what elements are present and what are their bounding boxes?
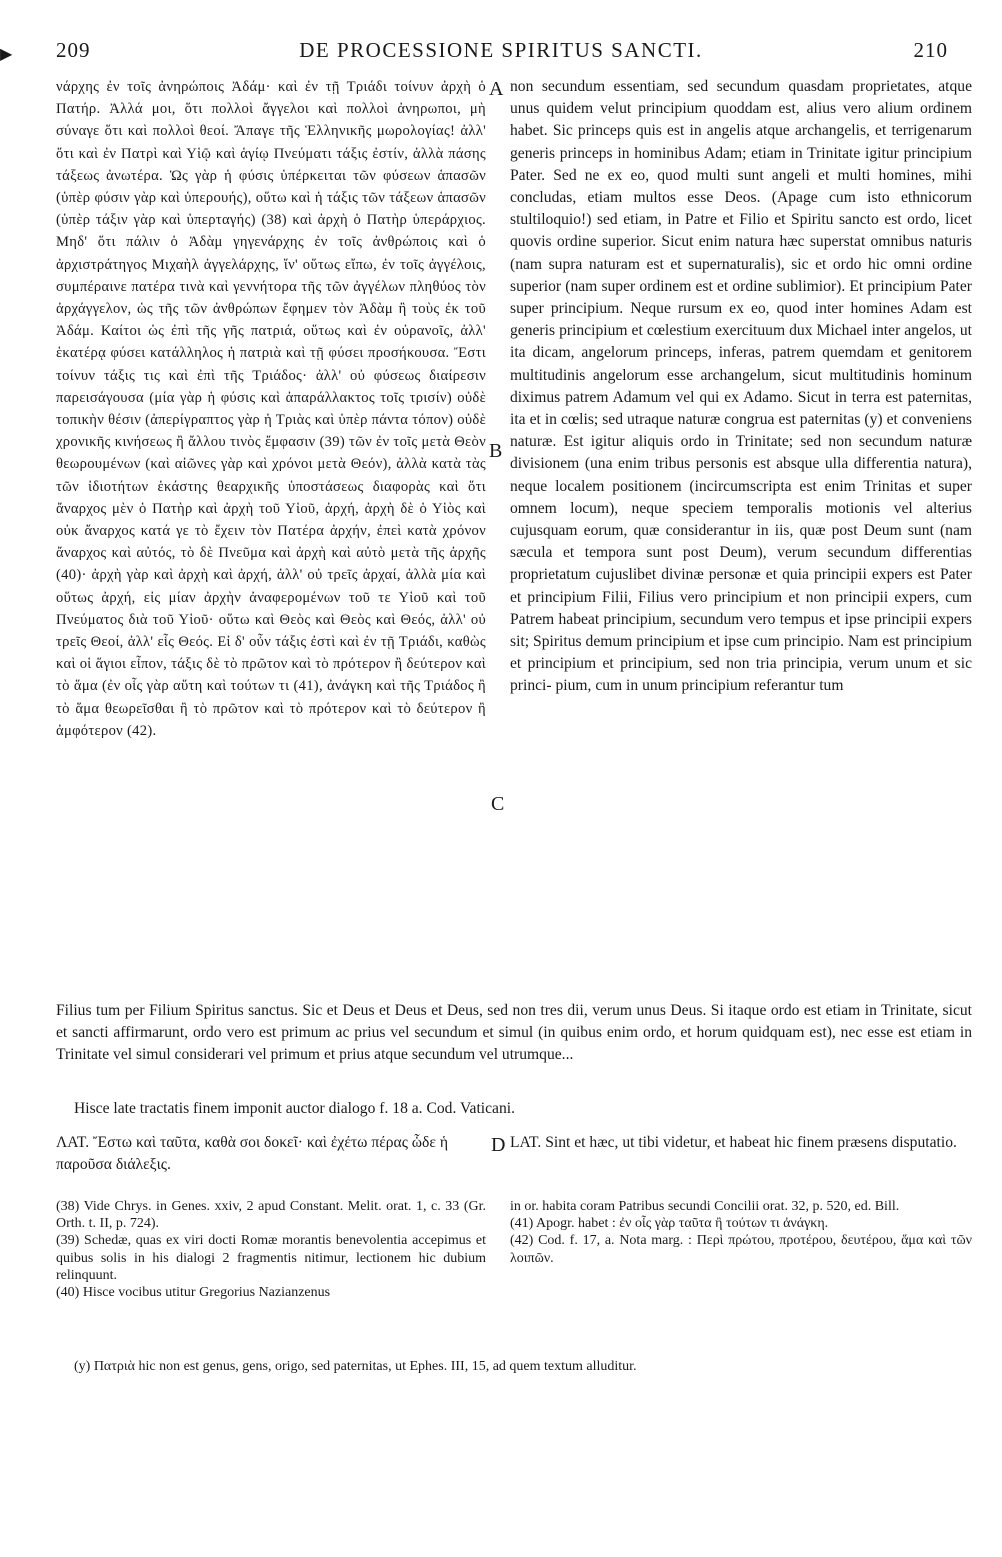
running-title: DE PROCESSIONE SPIRITUS SANCTI. bbox=[299, 38, 703, 62]
continuation-text: Filius tum per Filium Spiritus sanctus. Sic et Deus et Deus et Deus, sed non tres dii, verum unus Deus. Si itaque ordo est etiam in Trinitate, sicut et sancti affirmarunt, ordo vero est primum ac prius vel secundum et simul (in quibus enim ordo, et horum quidquam est), nec esse est etiam in Trinitate vel simul considerari vel primum et prius atque secundum vel utrumque... bbox=[56, 1002, 972, 1064]
page-header bbox=[28, 38, 974, 68]
greek-column: νάρχης ἐν τοῖς ἀνηρώποις Ἀδάμ· καὶ ἐν τῇ Τριάδι τοίνυν ἀρχὴ ὁ Πατήρ. Ἀλλά μοι, ὅτι πολλοὶ ἄγγελοι καὶ πολλοὶ ἀνηρωποι, μὴ σύναγε ὅτι καὶ πολλοὶ θεοί. Ἄπαγε τῆς Ἑλληνικῆς μωρολογίας! ἀλλ' ὅτι καὶ ἐν Πατρὶ καὶ Υἱῷ καὶ ἁγίῳ Πνεύματι τάξις ἐστίν, ἀλλὰ πάσης τάξεως ἀνωτέρα. Ὡς γὰρ ἡ φύσις ὑπέρκειται τῶν φύσεων ἁπασῶν (ὑπὲρ φύσιν γὰρ καὶ ὑπερουής), οὕτω καὶ ἡ τάξις τῶν τάξεων ἁπασῶν (ὑπὲρ τάξιν γὰρ καὶ ὑπερταγής) (38) καὶ ἀρχὴ ὁ Πατὴρ ὑπεράρχιος. Μηδ' ὅτι πάλιν ὁ Ἀδὰμ γηγενάρχης ἐν τοῖς ἀνθρώποις καὶ ὁ ἀρχιστράτηγος Μιχαὴλ ἀγγελάρχης, ἵν' οὕτως εἴπω, ἐν τοῖς ἀγγέλοις, συμπέραινε πατέρα τινὰ καὶ γεννήτορα τῆς τῶν ἀγγέλων πληθύος τὸν ἀρχάγγελον, ὡς τῆς τῶν ἀνθρώπων ἔφημεν τὸν Ἀδὰμ ἢ τοὺς ἐκ τοῦ Ἀδάμ. Καίτοι ὡς ἐπὶ τῆς γῆς πατριά, οὕτως καὶ ἐν οὐρανοῖς, ἀλλ' ἑκατέρᾳ φύσει κατάλληλος ἡ πατριὰ καὶ τῇ φύσει προσήκουσα. Ἔστι τοίνυν τάξις τις καὶ ἐπὶ τῆς Τριάδος· ἀλλ' οὐ φύσεως διαίρεσιν παρεισάγουσα (μία γὰρ ἡ φύσις καὶ ἀπαράλλακτος τοῖς τρισίν) οὐδὲ τοπικὴν θέσιν (ἀπερίγραπτος γὰρ ἡ Τριὰς καὶ ὑπὲρ πάντα τόπον) οὐδὲ χρονικῆς κινήσεως ἢ ἄλλου τινὸς ἔμφασιν (39) τῶν ἐν τοῖς μετὰ Θεὸν θεωρουμένων (καὶ αἰῶνες γὰρ καὶ χρόνοι μετὰ Θεόν), ἀλλὰ κατὰ τὰς τῶν ἰδιοτήτων ἑκάστης θεαρχικῆς ὑποστάσεως διαφορὰς καὶ ὅτι ἄναρχος μὲν ὁ Πατὴρ καὶ ἀρχὴ τοῦ Υἱοῦ, ἀρχή, ἀρχὴ δὲ ὁ Υἱὸς καὶ οὐκ ἄναρχος κατά γε τὸ ἔχειν τὸν Πατέρα ἀρχήν, ἐπεὶ κατὰ χρόνον ἄναρχος καὶ αὐτός, τὸ δὲ Πνεῦμα καὶ ἀρχὴ καὶ αὐτὸ μετὰ τῆς ἀρχῆς (40)· ἀρχὴ γὰρ καὶ ἀρχὴ καὶ ἀρχή, ἀλλ' οὐ τρεῖς ἀρχαί, ἀλλὰ μία καὶ οὕτως ἀρχή, εἰς μίαν ἀρχὴν ἀναφερομένων τοῦ τε Υἱοῦ καὶ τοῦ Πνεύματος διὰ τοῦ Υἱοῦ· οὕτω καὶ Θεὸς καὶ Θεὸς καὶ Θεός, ἀλλ' οὐ τρεῖς Θεοί, ἀλλ' εἷς Θεός. Εἰ δ' οὖν τάξις ἐστὶ καὶ ἐν τῇ Τριάδι, καθὼς καὶ οἱ ἅγιοι εἶπον, τάξις δὲ τὸ πρῶτον καὶ τὸ πρότερον ἢ δεύτερον καὶ τὸ ἅμα (ἐν οἷς γὰρ αὕτη καὶ τούτων τι (41), ἀνάγκη καὶ τῆς Τριάδος ἢ τὸ ἅμα θεωρεῖσθαι ἢ τὸ πρῶτον καὶ τὸ πρότερον καὶ τὸ δεύτερον ἢ ἀμφότερον (42). bbox=[56, 79, 486, 739]
dialogue-latin: LAT. Sint et hæc, ut tibi videtur, et habeat hic finem præsens disputatio. bbox=[510, 1134, 957, 1151]
latin-column: non secundum essentiam, sed secundum quasdam proprietates, atque unus quidem velut principium quoddam est, alius vero alium ordinem habet. Sic princeps quis est in angelis atque archangelis, et terrigenarum generis princeps in hominibus Adam; etiam in Trinitate igitur principium Pater. Sed ne ex eo, quod multi sunt angeli et multi homines, mihi concludas, etiam multos esse Deos. (Apage cum isto ethnicorum stultiloquio!) sed etiam, in Patre et Filio et Spiritu sancto est ordo, licet quovis ordine superior. Sicut enim natura hæc superstat omnibus naturis (nam supra naturam est et supernaturalis), sic et ordo hic omni ordine superior (nam super ordinem est et ordine sublimior). Et principium Pater super principium. Neque rursum ex eo, quod inter homines Adam est generis principium et cœlestium exercituum dux Michael inter angelos, ut ita dicam, angelorum princeps, inferas, patrem quemdam et genitorem multitudinis angelorum esse archangelum, sicut multitudinis hominum diximus patrem Adamum vel qui ex Adamo. Sicut in terra est paternitas, ita et in cœlis; sed utraque naturæ congrua est paternitas (y) et conveniens naturæ. Est igitur aliquis ordo in Trinitate; sed non secundum naturæ divisionem (una enim tribus personis est absque ulla differentia natura), neque localem positionem (incircumscripta est enim Trinitas et super omnem locum), neque speciem temporalis motionis vel alterius cujusquam eorum, quæ considerantur in iis, quæ post Deum sunt (nam sæcula et tempora sunt post Deum), verum secundum differentias proprietatum cujuslibet divinæ personæ et quia principii expers est Pater et principium Filii, Filius vero principium et non principii expers, cum Patrem habeat principium, secundum vero tempus et ipse principii expers sit; Spiritus demum principium et ipse cum principio. Nam est principium et principium et principium, sed non tria principia, verum unum et sic princi- pium, cum in unum principium referantur tum bbox=[510, 78, 972, 695]
footnote-41: (41) Apogr. habet : ἐν οἷς γὰρ ταῦτα ἢ τούτων τι ἀνάγκη. bbox=[510, 1216, 829, 1232]
footnotes-right bbox=[510, 1198, 972, 1267]
closing-line: Hisce late tractatis finem imponit auctor dialogo f. 18 a. Cod. Vaticani. bbox=[74, 1100, 515, 1117]
footnote-39: (39) Schedæ, quas ex viri docti Romæ morantis benevolentia accepimus et quibus solis in his dialogi 2 fragmentis nitimur, lectionem hic dubium relinquunt. bbox=[56, 1233, 486, 1283]
margin-letter-c: C bbox=[491, 793, 505, 815]
footnote-40-continued: in or. habita coram Patribus secundi Concilii orat. 32, p. 520, ed. Bill. bbox=[510, 1199, 900, 1214]
footnote-40: (40) Hisce vocibus utitur Gregorius Nazianzenus bbox=[56, 1285, 331, 1301]
footnote-42: (42) Cod. f. 17, a. Nota marg. : Περὶ πρώτου, προτέρου, δευτέρου, ἅμα καὶ τῶν λοιπῶν. bbox=[510, 1233, 972, 1266]
dialogue-greek: ΛΑΤ. Ἔστω καὶ ταῦτα, καθὰ σοι δοκεῖ· καὶ ἐχέτω πέρας ὧδε ἡ παροῦσα διάλεξις. bbox=[56, 1134, 448, 1173]
margin-arrow-icon: ▶ bbox=[0, 44, 13, 63]
footnotes-left bbox=[56, 1198, 486, 1301]
footnote-y: (y) Πατριὰ hic non est genus, gens, origo, sed paternitas, ut Ephes. III, 15, ad quem textum alluditur. bbox=[74, 1359, 637, 1374]
margin-letter-b: B bbox=[489, 440, 503, 462]
page-number-left: 209 bbox=[56, 38, 91, 62]
page-number-right: 210 bbox=[913, 38, 948, 62]
margin-letter-a: A bbox=[489, 78, 504, 100]
footnote-38: (38) Vide Chrys. in Genes. xxiv, 2 apud Constant. Melit. orat. 1, c. 33 (Gr. Orth. t. II, p. 724). bbox=[56, 1199, 486, 1232]
margin-letter-d: D bbox=[491, 1134, 506, 1156]
